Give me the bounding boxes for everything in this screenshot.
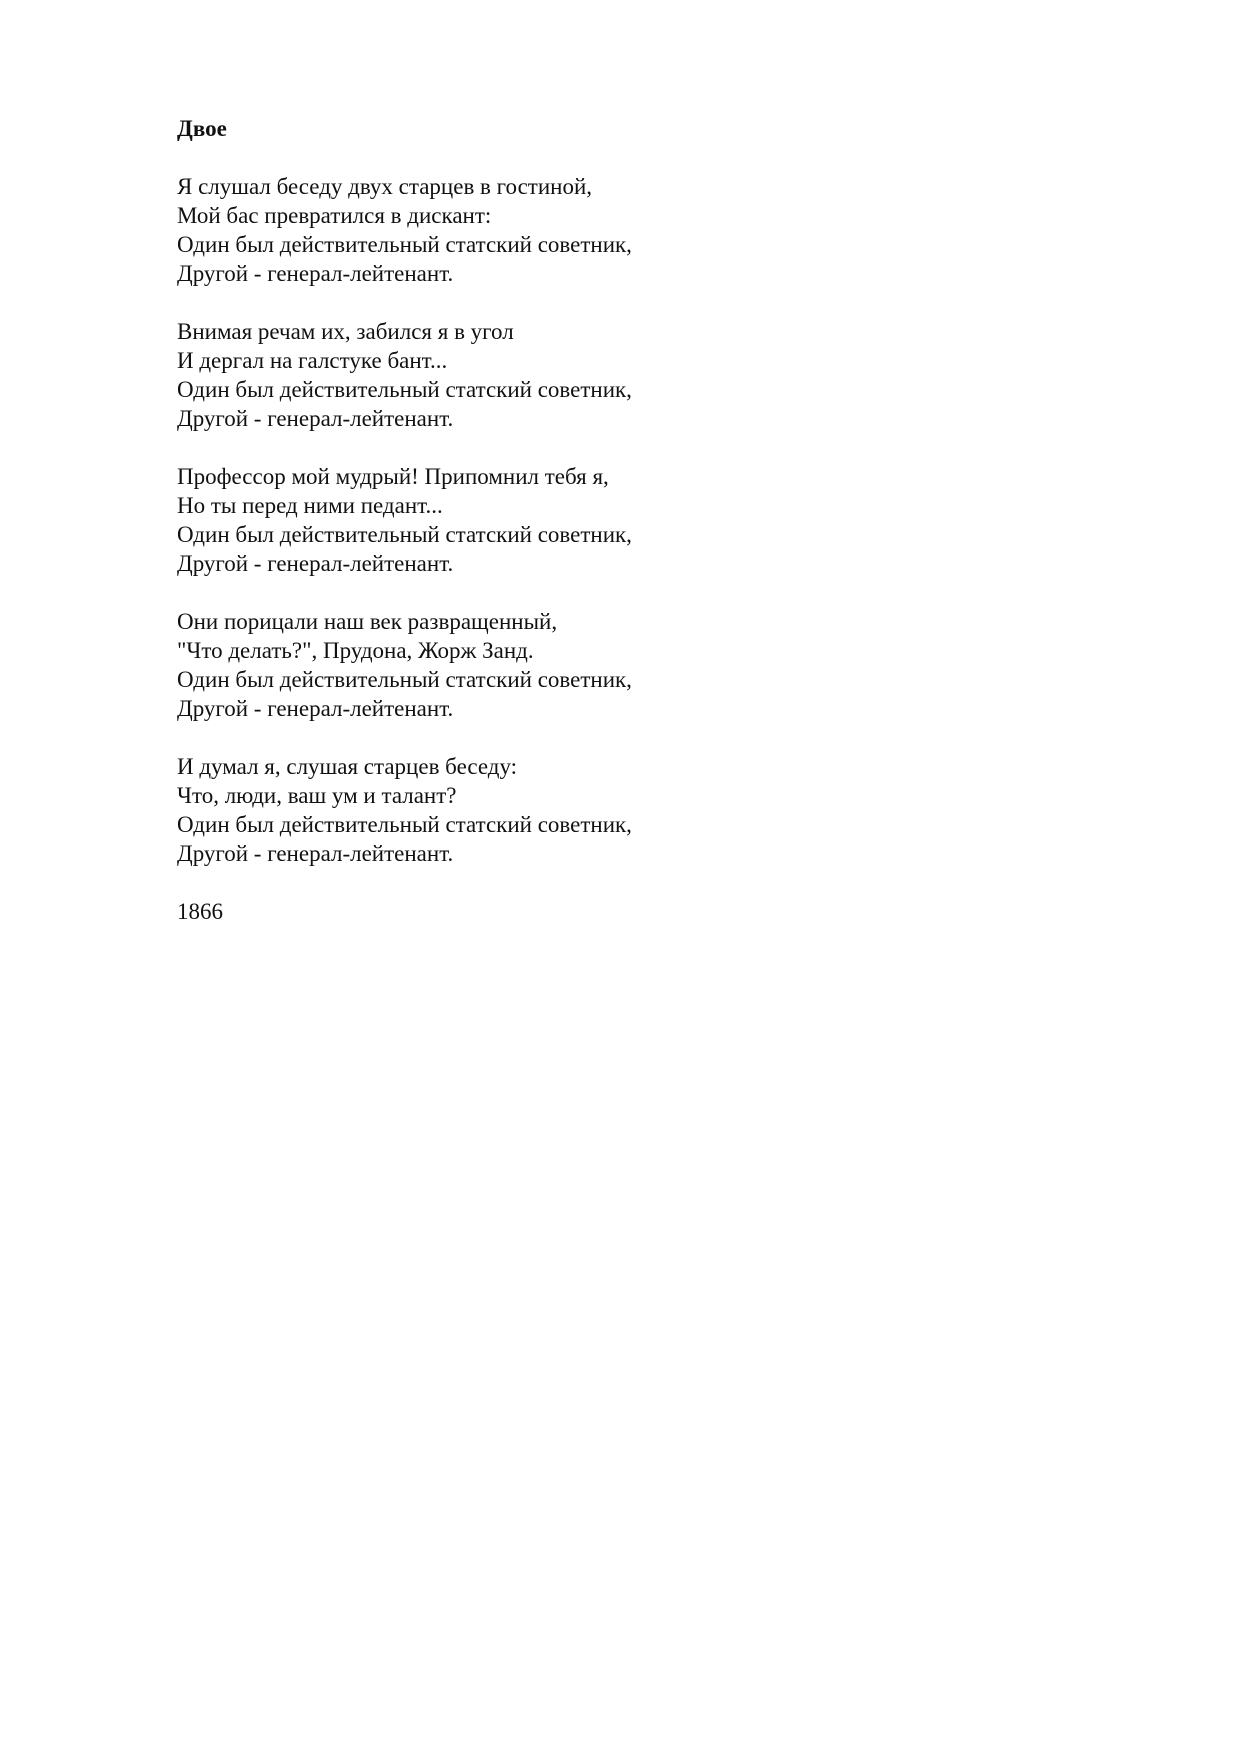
stanza-spacer xyxy=(177,433,1077,462)
stanza-spacer xyxy=(177,578,1077,607)
poem-body xyxy=(177,114,1077,926)
stanza-3 xyxy=(177,462,1077,578)
stanza-2 xyxy=(177,317,1077,433)
poem-line: Один был действительный статский советник, xyxy=(177,812,632,837)
poem-line: Один был действительный статский советник, xyxy=(177,522,632,547)
stanza-4 xyxy=(177,607,1077,723)
stanza-1 xyxy=(177,172,1077,288)
poem-line: Один был действительный статский советник, xyxy=(177,667,632,692)
poem-line: Другой - генерал-лейтенант. xyxy=(177,261,454,286)
stanza-spacer xyxy=(177,723,1077,752)
stanza-spacer xyxy=(177,868,1077,897)
poem-line: Один был действительный статский советник, xyxy=(177,377,632,402)
poem-line: Другой - генерал-лейтенант. xyxy=(177,551,454,576)
poem-line: Внимая речам их, забился я в угол xyxy=(177,319,514,344)
poem-year: 1866 xyxy=(177,899,223,924)
stanza-5 xyxy=(177,752,1077,868)
poem-line: Другой - генерал-лейтенант. xyxy=(177,841,454,866)
poem-line: Я слушал беседу двух старцев в гостиной, xyxy=(177,174,593,199)
poem-line: Другой - генерал-лейтенант. xyxy=(177,406,454,431)
title-spacer xyxy=(177,143,1077,172)
poem-line: Профессор мой мудрый! Припомнил тебя я, xyxy=(177,464,609,489)
poem-line: Но ты перед ними педант... xyxy=(177,493,443,518)
poem-line: Мой бас превратился в дискант: xyxy=(177,203,492,228)
poem-line: Что, люди, ваш ум и талант? xyxy=(177,783,457,808)
poem-line: Один был действительный статский советник, xyxy=(177,232,632,257)
poem-line: "Что делать?", Прудона, Жорж Занд. xyxy=(177,638,534,663)
stanza-spacer xyxy=(177,288,1077,317)
poem-line: И думал я, слушая старцев беседу: xyxy=(177,754,518,779)
poem-line: Другой - генерал-лейтенант. xyxy=(177,696,454,721)
poem-title: Двое xyxy=(177,116,227,141)
poem-line: Они порицали наш век развращенный, xyxy=(177,609,558,634)
poem-line: И дергал на галстуке бант... xyxy=(177,348,448,373)
